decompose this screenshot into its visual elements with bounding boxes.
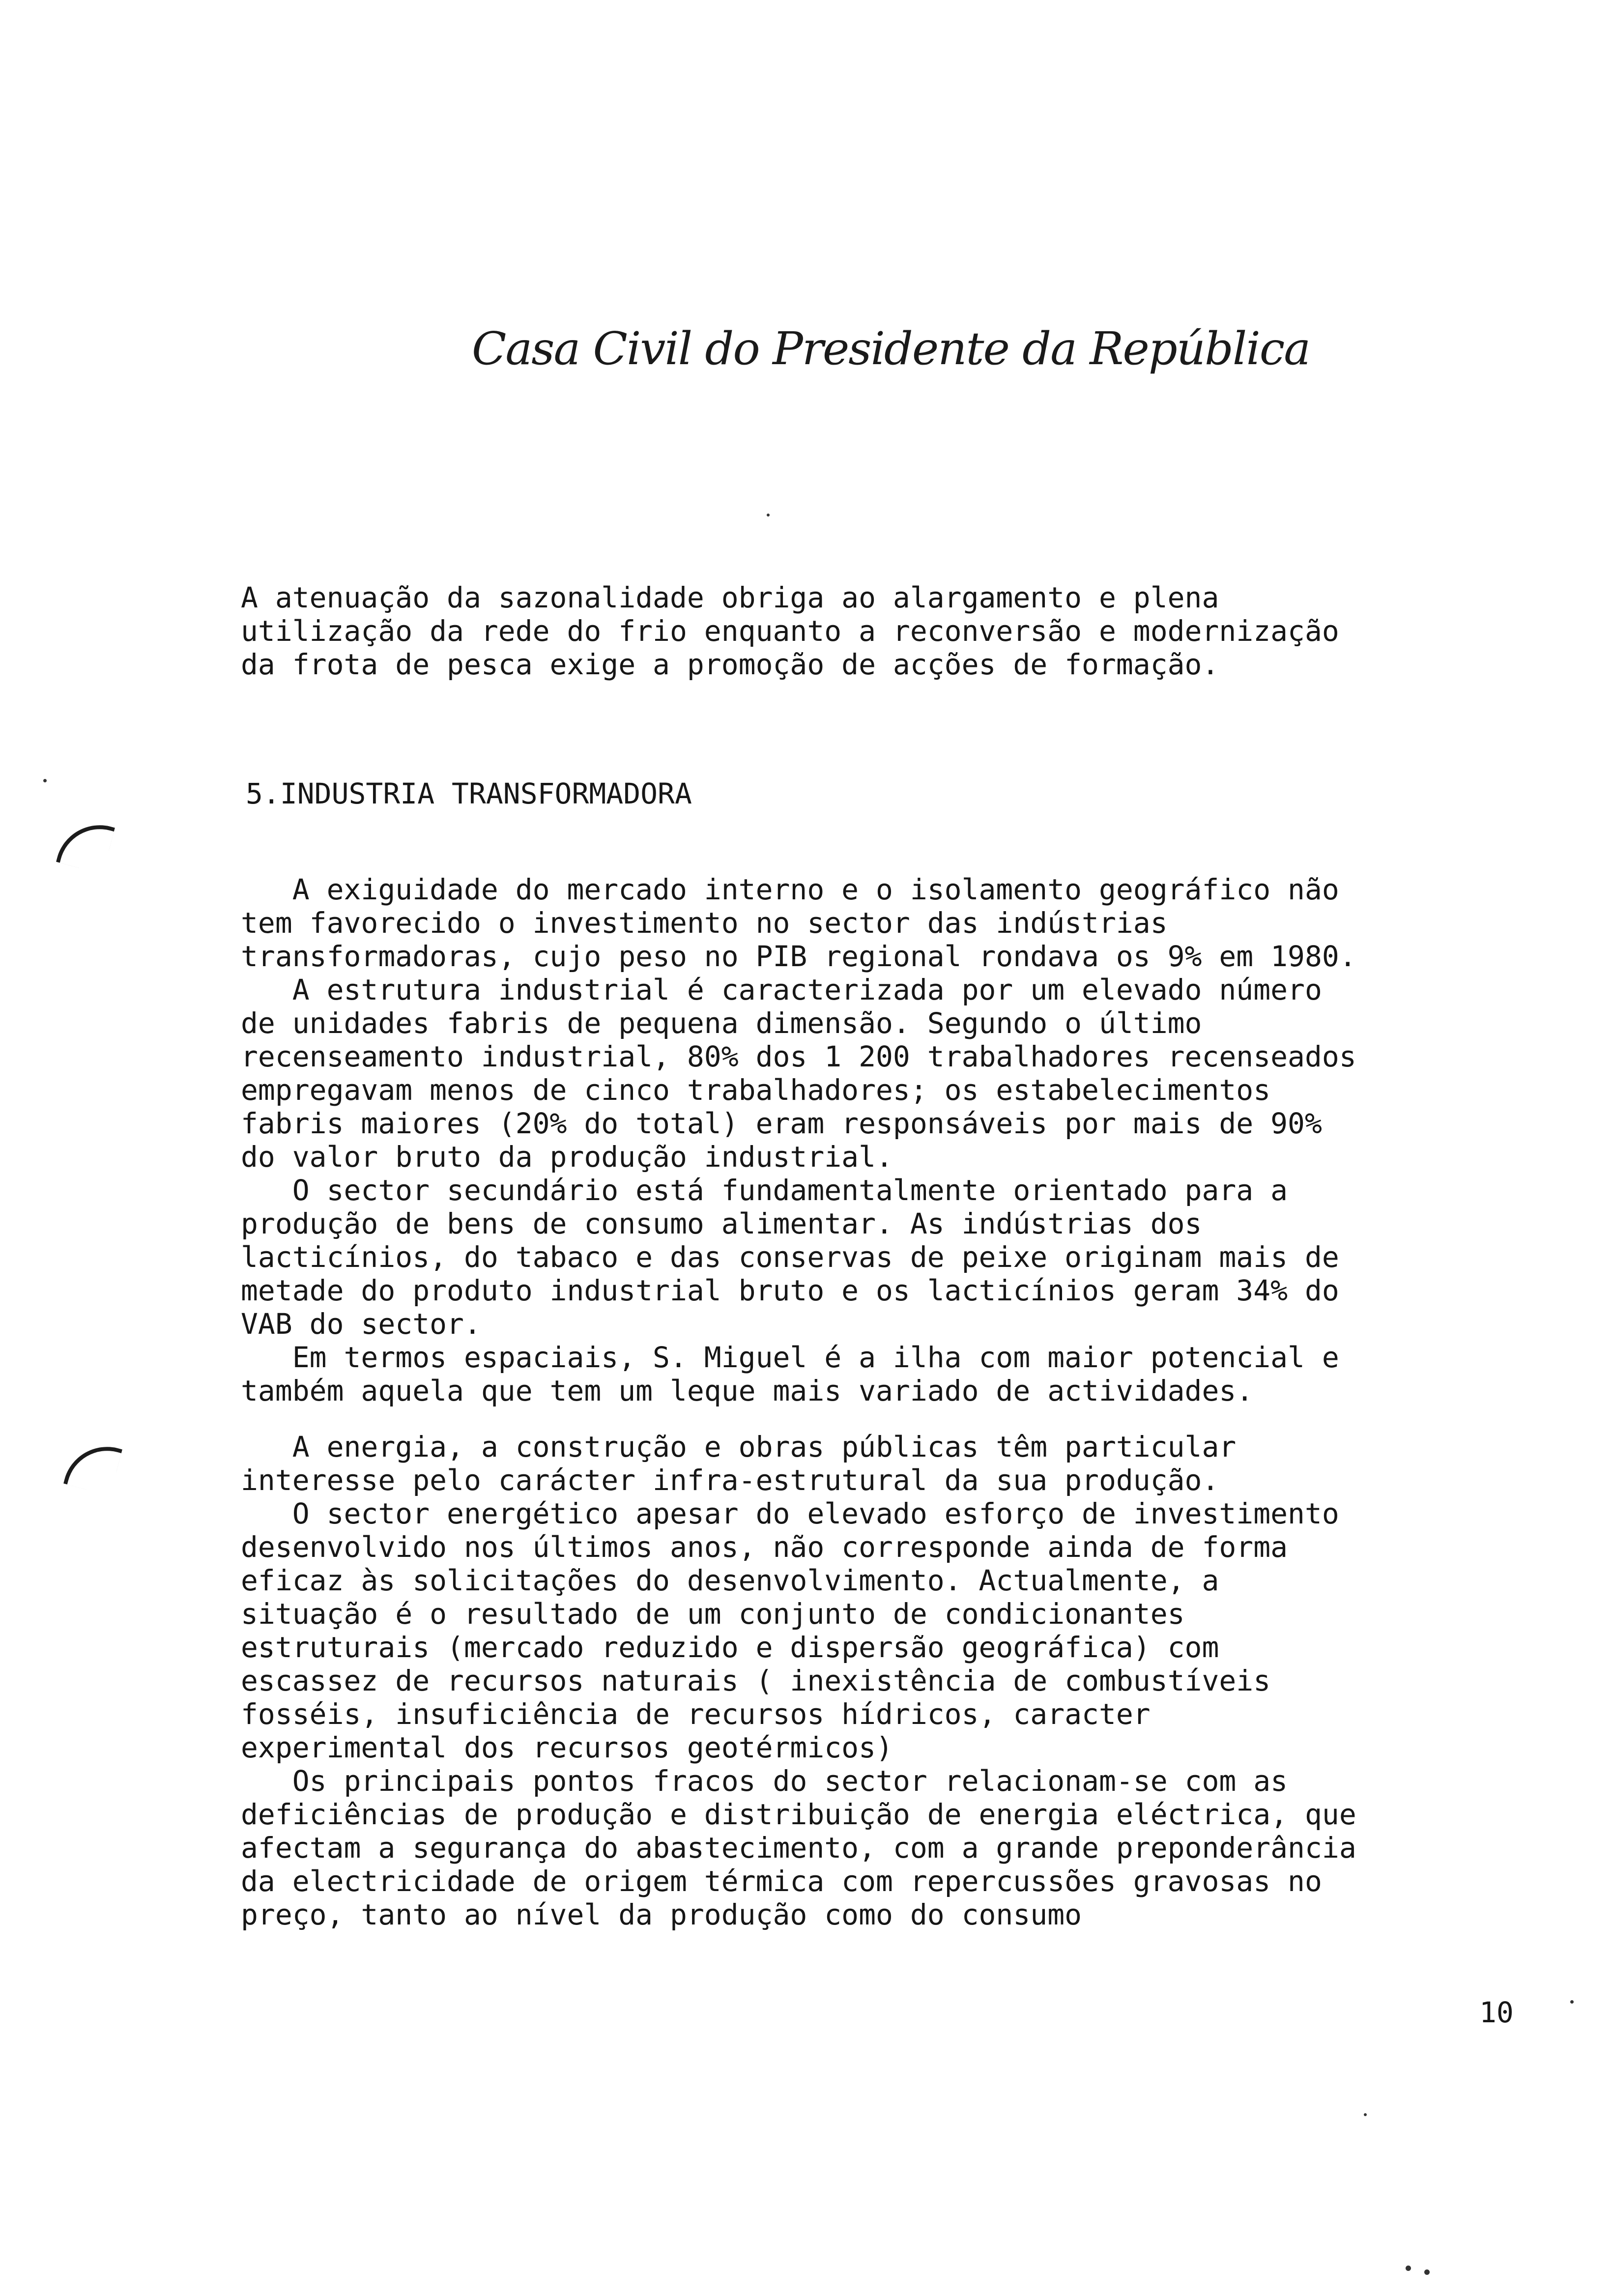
intro-paragraph: A atenuação da sazonalidade obriga ao alargamento e plena utilização da rede do frio enquanto a reconversão e modernização da frota de pesca exige a promoção de acções de formação. bbox=[241, 581, 1339, 681]
industry-paragraph: A exiguidade do mercado interno e o isolamento geográfico não tem favorecido o investimento no sector das indústrias transformadoras, cujo peso no PIB regional rondava os 9% em 1980. A estrutura industrial é caracterizada por um elevado número de unidades fabris de pequena dimensão. Segundo o último recenseamento industrial, 80% dos 1 200 trabalhadores recenseados empregavam menos de cinco trabalhadores; os estabelecimentos fabris maiores (20% do total) eram responsáveis por mais de 90% do valor bruto da produção industrial. O sector secundário está fundamentalmente orientado para a produção de bens de consumo alimentar. As indústrias dos lacticínios, do tabaco e das conservas de peixe originam mais de metade do produto industrial bruto e os lacticínios geram 34% do VAB do sector. Em termos espaciais, S. Miguel é a ilha com maior potencial e também aquela que tem um leque mais variado de actividades. bbox=[241, 873, 1356, 1407]
scan-speck bbox=[1406, 2266, 1411, 2271]
punch-hole-mark bbox=[56, 815, 115, 874]
page-number: 10 bbox=[1479, 1996, 1514, 2029]
scan-speck bbox=[1570, 2000, 1574, 2004]
energy-paragraph: A energia, a construção e obras públicas têm particular interesse pelo carácter infra-estrutural da sua produção. O sector energético apesar do elevado esforço de investimento desenvolvido nos últimos anos, não corresponde ainda de forma eficaz às solicitações do desenvolvimento. Actualmente, a situação é o resultado de um conjunto de condicionantes estruturais (mercado reduzido e dispersão geográfica) com escassez de recursos naturais ( inexistência de combustíveis fosséis, insuficiência de recursos hídricos, caracter experimental dos recursos geotérmicos) Os principais pontos fracos do sector relacionam-se com as deficiências de produção e distribuição de energia eléctrica, que afectam a segurança do abastecimento, com a grande preponderância da electricidade de origem térmica com repercussões gravosas no preço, tanto ao nível da produção como do consumo bbox=[241, 1430, 1356, 1931]
section-heading: 5.INDUSTRIA TRANSFORMADORA bbox=[246, 777, 692, 810]
scan-speck bbox=[767, 514, 770, 517]
scan-speck bbox=[1364, 2113, 1367, 2116]
scan-speck bbox=[43, 779, 47, 782]
scan-speck bbox=[1424, 2269, 1430, 2275]
letterhead: Casa Civil do Presidente da República bbox=[472, 322, 1310, 375]
punch-hole-mark bbox=[63, 1437, 122, 1496]
